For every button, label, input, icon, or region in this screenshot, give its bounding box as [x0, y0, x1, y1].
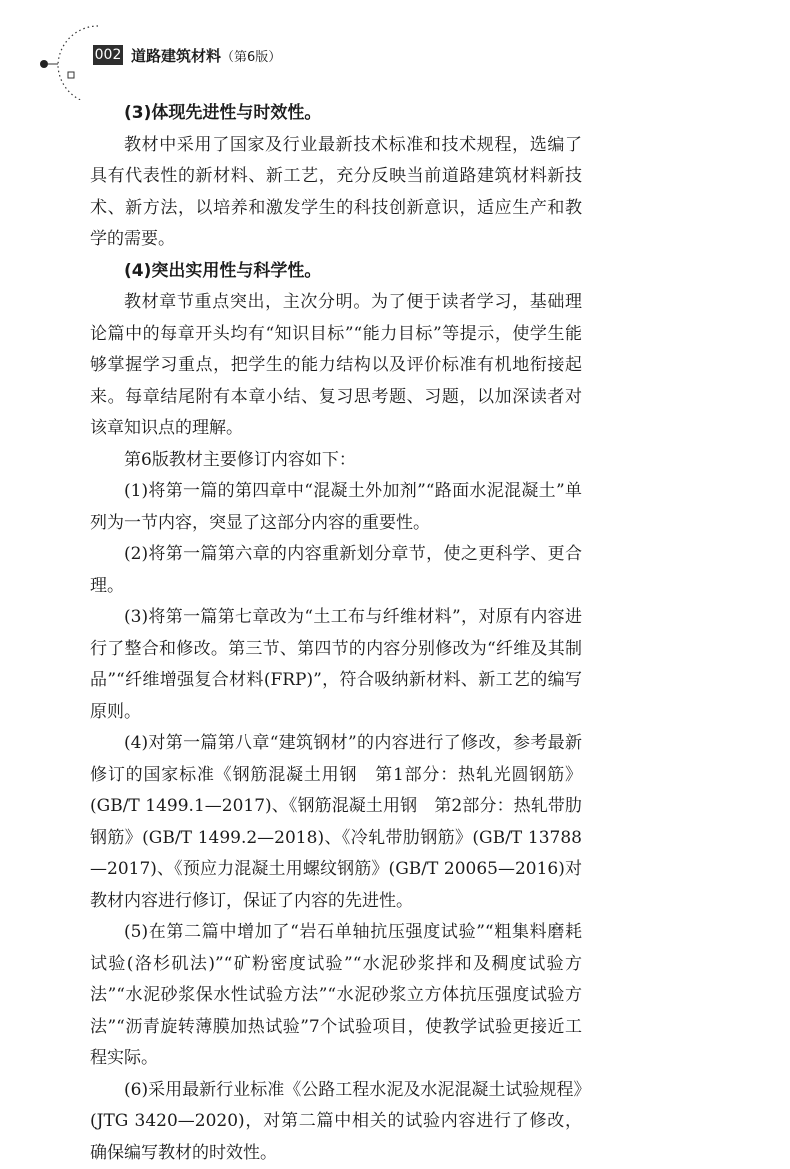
paragraph: 教材中采用了国家及行业最新技术标准和技术规程，选编了具有代表性的新材料、新工艺，充分反映当前道路建筑材料新技术、新方法，以培养和激发学生的科技创新意识，适应生产和教学的需要。 — [90, 130, 582, 256]
paragraph: 第6版教材主要修订内容如下： — [90, 445, 582, 477]
page-number: 002 — [93, 45, 123, 65]
page-header — [0, 0, 790, 100]
book-title: 道路建筑材料 — [131, 47, 221, 65]
list-item: (3)将第一篇第七章改为“土工布与纤维材料”，对原有内容进行了整合和修改。第三节、第四节的内容分别修改为“纤维及其制品”“纤维增强复合材料(FRP)”，符合吸纳新材料、新工艺的编写原则。 — [90, 602, 582, 728]
running-title — [131, 45, 281, 67]
list-item: (1)将第一篇的第四章中“混凝土外加剂”“路面水泥混凝土”单列为一节内容，突显了这部分内容的重要性。 — [90, 476, 582, 539]
list-item: (2)将第一篇第六章的内容重新划分章节，使之更科学、更合理。 — [90, 539, 582, 602]
paragraph: 教材章节重点突出，主次分明。为了便于读者学习，基础理论篇中的每章开头均有“知识目标”“能力目标”等提示，使学生能够掌握学习重点，把学生的能力结构以及评价标准有机地衔接起来。每章结尾附有本章小结、复习思考题、习题，以加深读者对该章知识点的理解。 — [90, 287, 582, 445]
list-item: (5)在第二篇中增加了“岩石单轴抗压强度试验”“粗集料磨耗试验(洛杉矶法)”“矿粉密度试验”“水泥砂浆拌和及稠度试验方法”“水泥砂浆保水性试验方法”“水泥砂浆立方体抗压强度试验方法”“沥青旋转薄膜加热试验”7个试验项目，使教学试验更接近工程实际。 — [90, 917, 582, 1075]
list-item: (4)对第一篇第八章“建筑钢材”的内容进行了修改，参考最新修订的国家标准《钢筋混凝土用钢 第1部分：热轧光圆钢筋》(GB/T 1499.1—2017)、《钢筋混凝土用钢 第2部分：热轧带肋钢筋》(GB/T 1499.2—2018)、《冷轧带肋钢筋》(GB/T 13788—2017)、《预应力混凝土用螺纹钢筋》(GB/T 20065—2016)对教材内容进行修订，保证了内容的先进性。 — [90, 728, 582, 917]
section-heading: (4)突出实用性与科学性。 — [90, 256, 582, 288]
body-text — [90, 98, 582, 1169]
book-edition: （第6版） — [221, 50, 281, 65]
list-item: (6)采用最新行业标准《公路工程水泥及水泥混凝土试验规程》(JTG 3420—2020)，对第二篇中相关的试验内容进行了修改，确保编写教材的时效性。 — [90, 1075, 582, 1169]
section-heading: (3)体现先进性与时效性。 — [90, 98, 582, 130]
